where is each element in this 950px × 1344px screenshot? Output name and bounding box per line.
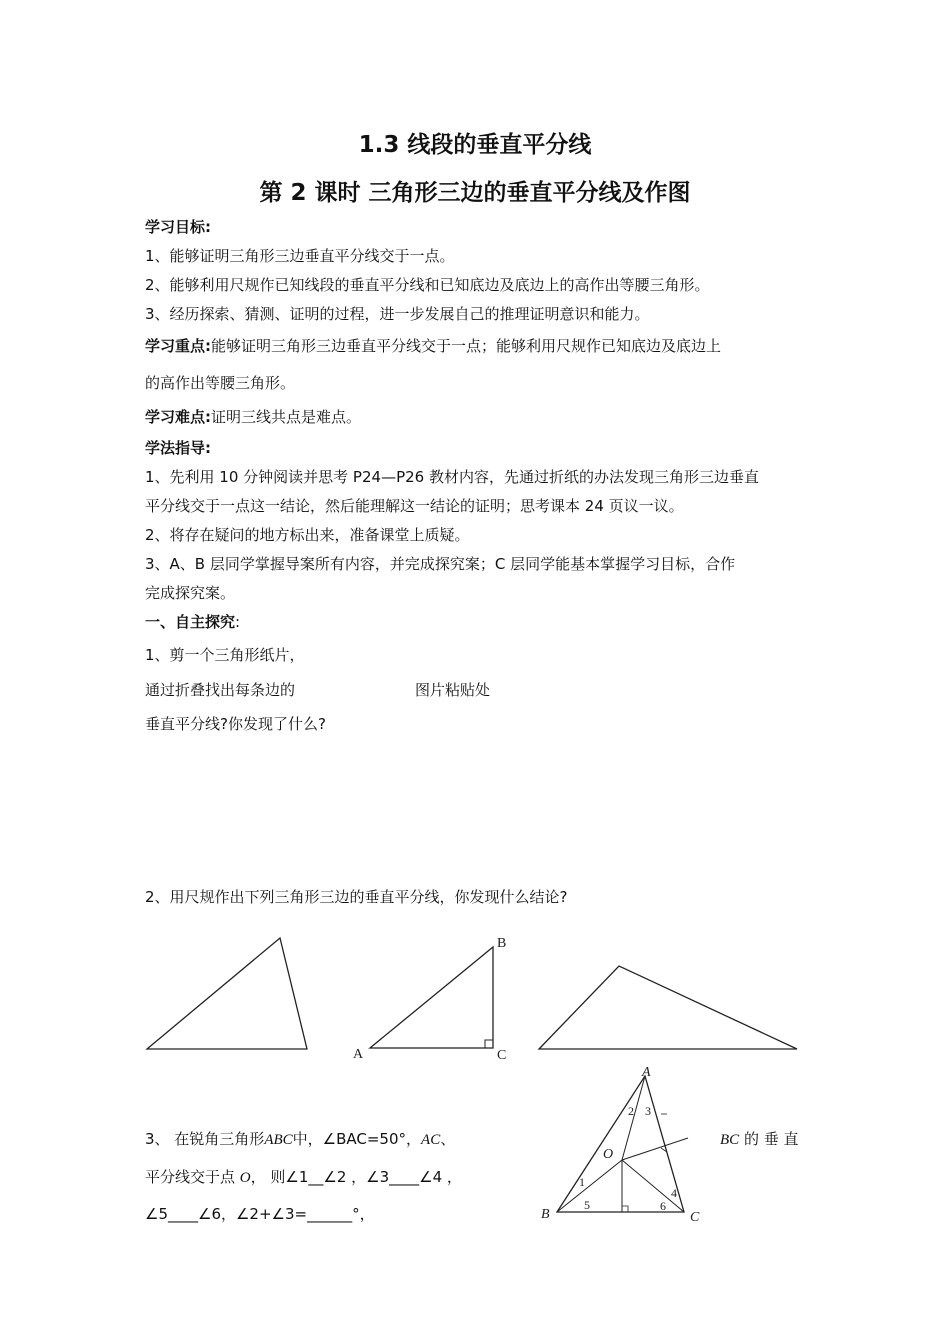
question-1: 1、剪一个三角形纸片， <box>145 646 305 664</box>
question-3-line3: ∠5____∠6，∠2+∠3=______°， <box>145 1205 375 1223</box>
perpendicular-bisector-ac <box>622 1138 688 1160</box>
angle-label-6: 6 <box>660 1199 666 1213</box>
guidance-item: 完成探究案。 <box>145 584 236 602</box>
page-title: 1.3 线段的垂直平分线 <box>358 132 592 158</box>
page-subtitle: 第 2 课时 三角形三边的垂直平分线及作图 <box>259 180 691 206</box>
triangle-3-obtuse <box>539 966 797 1049</box>
objectives-heading: 学习目标: <box>145 218 211 236</box>
objective-item: 1、能够证明三角形三边垂直平分线交于一点。 <box>145 247 455 265</box>
key-points-text: 能够证明三角形三边垂直平分线交于一点；能够利用尺规作已知底边及底边上 <box>211 337 722 355</box>
angle-label-1: 1 <box>579 1175 585 1189</box>
objective-item: 2、能够利用尺规作已知线段的垂直平分线和已知底边及底边上的高作出等腰三角形。 <box>145 276 710 294</box>
label-c: C <box>497 1048 507 1063</box>
question-2: 2、用尺规作出下列三角形三边的垂直平分线，你发现什么结论? <box>145 888 568 906</box>
label-a: A <box>353 1047 364 1062</box>
guidance-heading: 学法指导: <box>145 439 211 457</box>
guidance-item: 3、A、B 层同学掌握导案所有内容，并完成探究案；C 层同学能基本掌握学习目标，合作 <box>145 555 736 573</box>
difficulty-text: 证明三线共点是难点。 <box>211 408 362 426</box>
triangle-1 <box>147 938 307 1049</box>
objective-item: 3、经历探索、猜测、证明的过程，进一步发展自己的推理证明意识和能力。 <box>145 305 650 323</box>
acute-triangle-figure <box>541 1065 700 1225</box>
fig3-label-o: O <box>603 1147 614 1162</box>
guidance-item: 2、将存在疑问的地方标出来，准备课堂上质疑。 <box>145 526 470 544</box>
triangle-2-right <box>370 947 493 1048</box>
triangle-abc <box>557 1076 684 1212</box>
key-points-label: 学习重点: <box>145 337 211 355</box>
angle-label-3: 3 <box>645 1104 651 1118</box>
right-angle-marker <box>485 1040 493 1048</box>
fig3-label-b: B <box>541 1207 550 1222</box>
guidance-item: 1、先利用 10 分钟阅读并思考 P24—P26 教材内容，先通过折纸的办法发现三角形三边垂直 <box>145 468 759 486</box>
image-paste-area-label: 图片粘贴处 <box>415 681 491 699</box>
label-b: B <box>497 936 507 951</box>
angle-label-5: 5 <box>584 1198 590 1212</box>
difficulty-label: 学习难点: <box>145 408 211 426</box>
guidance-item: 平分线交于一点这一结论，然后能理解这一结论的证明；思考课本 24 页议一议。 <box>145 497 684 515</box>
fig3-label-c: C <box>690 1210 700 1225</box>
question-1-line3: 垂直平分线?你发现了什么? <box>145 715 326 733</box>
segment-oa <box>622 1076 645 1160</box>
angle-label-2: 2 <box>628 1104 634 1118</box>
question-1-line2: 通过折叠找出每条边的 <box>145 681 296 699</box>
key-points-text-2: 的高作出等腰三角形。 <box>145 374 296 392</box>
question-3-line1-right: BC 的 垂 直 <box>720 1130 799 1148</box>
right-angle-marker-bc <box>622 1206 628 1212</box>
section1-heading: 一、自主探究: <box>145 613 241 631</box>
angle-label-4: 4 <box>671 1186 677 1200</box>
question-3-line2: 平分线交于点 O， 则∠1__∠2 ，∠3____∠4 ， <box>145 1168 462 1186</box>
question-3-line1: 3、 在锐角三角形ABC中，∠BAC=50°，AC、 <box>145 1130 456 1148</box>
fig3-label-a: A <box>642 1065 651 1080</box>
